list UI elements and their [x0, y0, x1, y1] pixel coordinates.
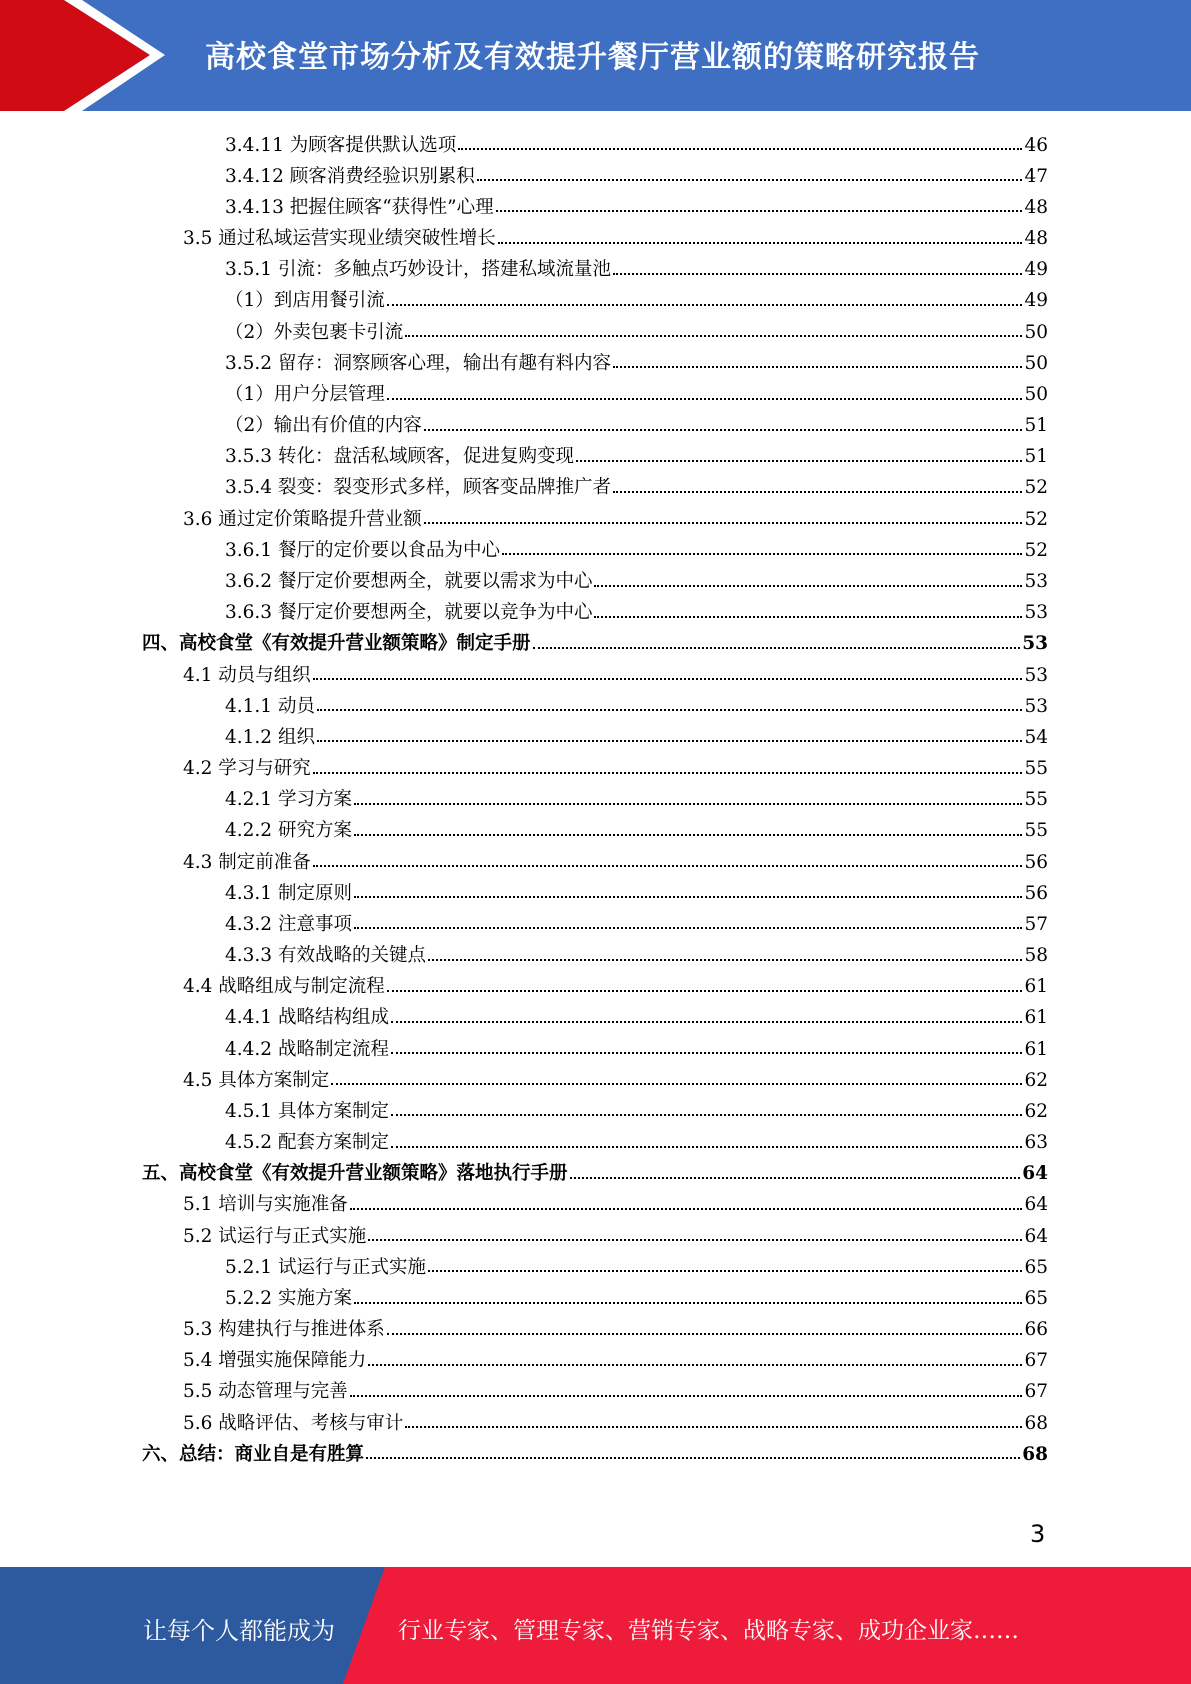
toc-entry[interactable] [0, 689, 1191, 720]
toc-entry-label: 3.5 通过私域运营实现业绩突破性增长 [183, 228, 496, 250]
toc-entry-page: 53 [1024, 570, 1048, 592]
toc-entry[interactable] [0, 1219, 1191, 1250]
toc-entry-label: 5.2.1 试运行与正式实施 [225, 1256, 426, 1278]
toc-entry-label: 3.4.12 顾客消费经验识别累积 [225, 165, 475, 187]
toc-entry-label: 4.1.2 组织 [225, 726, 315, 748]
toc-entry[interactable] [0, 564, 1191, 595]
toc-dot-leader [576, 442, 1022, 462]
toc-entry[interactable] [0, 440, 1191, 471]
toc-entry-label: 五、高校食堂《有效提升营业额策略》落地执行手册 [142, 1163, 568, 1185]
toc-entry-label: 4.4.2 战略制定流程 [225, 1038, 389, 1060]
toc-dot-leader [387, 972, 1023, 992]
toc-dot-leader [594, 567, 1022, 587]
toc-entry-label: 3.5.4 裂变：裂变形式多样，顾客变品牌推广者 [225, 477, 611, 499]
toc-entry-label: 4.4 战略组成与制定流程 [183, 976, 385, 998]
toc-entry[interactable] [0, 1157, 1191, 1188]
toc-entry-page: 52 [1024, 477, 1048, 499]
toc-entry-label: 4.3 制定前准备 [183, 851, 311, 873]
toc-entry-label: 5.4 增强实施保障能力 [183, 1350, 367, 1372]
toc-dot-leader [594, 598, 1022, 618]
toc-dot-leader [428, 1253, 1022, 1273]
toc-entry[interactable] [0, 627, 1191, 658]
toc-dot-leader [424, 505, 1023, 525]
toc-dot-leader [354, 1284, 1023, 1304]
toc-entry-page: 53 [1024, 664, 1048, 686]
report-title: 高校食堂市场分析及有效提升餐厅营业额的策略研究报告 [205, 40, 980, 75]
toc-dot-leader [458, 131, 1022, 151]
toc-dot-leader [391, 1097, 1022, 1117]
toc-entry-page: 62 [1024, 1069, 1048, 1091]
toc-entry[interactable] [0, 1032, 1191, 1063]
toc-entry-page: 52 [1024, 539, 1048, 561]
toc-dot-leader [391, 1035, 1022, 1055]
toc-entry-page: 58 [1024, 945, 1048, 967]
page-number: 3 [1030, 1520, 1046, 1548]
toc-entry-page: 55 [1024, 758, 1048, 780]
toc-dot-leader [368, 1222, 1022, 1242]
toc-dot-leader [313, 848, 1023, 868]
toc-entry[interactable] [0, 471, 1191, 502]
toc-entry-label: 4.5.1 具体方案制定 [225, 1100, 389, 1122]
toc-entry[interactable] [0, 814, 1191, 845]
toc-entry-label: 3.6.3 餐厅定价要想两全，就要以竞争为中心 [225, 602, 593, 624]
toc-dot-leader [317, 723, 1023, 743]
toc-entry-label: 5.6 战略评估、考核与审计 [183, 1412, 404, 1434]
table-of-contents [0, 128, 1191, 1468]
toc-entry-page: 64 [1024, 1194, 1048, 1216]
toc-dot-leader [387, 380, 1023, 400]
toc-entry-label: 3.6.1 餐厅的定价要以食品为中心 [225, 539, 500, 561]
toc-entry-page: 57 [1024, 913, 1048, 935]
toc-dot-leader [498, 224, 1023, 244]
page-footer [0, 1567, 1191, 1684]
toc-entry[interactable] [0, 222, 1191, 253]
toc-entry[interactable] [0, 970, 1191, 1001]
toc-entry-label: 4.2 学习与研究 [183, 758, 311, 780]
toc-entry-label: 4.2.2 研究方案 [225, 820, 352, 842]
toc-entry-label: 3.4.11 为顾客提供默认选项 [225, 134, 457, 156]
toc-dot-leader [354, 785, 1023, 805]
toc-entry[interactable] [0, 502, 1191, 533]
toc-dot-leader [570, 1159, 1021, 1179]
toc-entry-page: 55 [1024, 820, 1048, 842]
toc-dot-leader [313, 754, 1023, 774]
toc-entry-label: 3.6 通过定价策略提升营业额 [183, 508, 422, 530]
toc-entry[interactable] [0, 751, 1191, 782]
toc-entry-label: （2）输出有价值的内容 [225, 415, 422, 437]
toc-entry-page: 49 [1024, 290, 1048, 312]
header-red-chevron [0, 0, 150, 111]
toc-entry-page: 48 [1024, 196, 1048, 218]
toc-entry-label: 4.3.3 有效战略的关键点 [225, 945, 426, 967]
toc-entry-page: 53 [1022, 633, 1048, 655]
toc-entry-page: 67 [1024, 1350, 1048, 1372]
toc-entry[interactable] [0, 1406, 1191, 1437]
toc-entry-page: 54 [1024, 726, 1048, 748]
toc-entry[interactable] [0, 159, 1191, 190]
toc-dot-leader [613, 349, 1022, 369]
toc-entry[interactable] [0, 253, 1191, 284]
toc-entry-page: 63 [1024, 1132, 1048, 1154]
toc-entry-label: 3.5.2 留存：洞察顾客心理，输出有趣有料内容 [225, 352, 611, 374]
toc-entry[interactable] [0, 128, 1191, 159]
toc-entry[interactable] [0, 346, 1191, 377]
toc-dot-leader [331, 1066, 1022, 1086]
toc-entry-label: 3.6.2 餐厅定价要想两全，就要以需求为中心 [225, 570, 593, 592]
toc-entry-label: 4.1 动员与组织 [183, 664, 311, 686]
toc-entry[interactable] [0, 1063, 1191, 1094]
footer-slogan-left: 让每个人都能成为 [143, 1617, 335, 1645]
toc-entry[interactable] [0, 1001, 1191, 1032]
toc-dot-leader [391, 1128, 1022, 1148]
toc-entry-page: 61 [1024, 1038, 1048, 1060]
toc-dot-leader [502, 536, 1022, 556]
toc-entry-page: 53 [1024, 602, 1048, 624]
toc-entry-page: 50 [1024, 352, 1048, 374]
toc-dot-leader [387, 286, 1023, 306]
page-header [0, 0, 1191, 111]
toc-dot-leader [428, 941, 1022, 961]
toc-entry[interactable] [0, 720, 1191, 751]
toc-entry[interactable] [0, 1126, 1191, 1157]
toc-dot-leader [366, 1440, 1020, 1460]
toc-entry-page: 48 [1024, 228, 1048, 250]
toc-entry-page: 68 [1024, 1412, 1048, 1434]
toc-entry-page: 65 [1024, 1287, 1048, 1309]
toc-entry-page: 56 [1024, 882, 1048, 904]
toc-entry-label: 4.5 具体方案制定 [183, 1069, 330, 1091]
footer-slogan-right: 行业专家、管理专家、营销专家、战略专家、成功企业家…… [398, 1618, 1019, 1644]
toc-entry-label: 3.4.13 把握住顾客“获得性”心理 [225, 196, 494, 218]
toc-entry-page: 61 [1024, 1007, 1048, 1029]
toc-entry-page: 51 [1024, 415, 1048, 437]
toc-entry[interactable] [0, 377, 1191, 408]
toc-entry-label: 5.2 试运行与正式实施 [183, 1225, 367, 1247]
toc-entry-page: 66 [1024, 1319, 1048, 1341]
toc-entry-page: 52 [1024, 508, 1048, 530]
toc-entry-page: 50 [1024, 321, 1048, 343]
toc-entry-label: 4.1.1 动员 [225, 695, 315, 717]
toc-entry-page: 53 [1024, 695, 1048, 717]
toc-entry-page: 47 [1024, 165, 1048, 187]
toc-entry-label: 5.2.2 实施方案 [225, 1287, 352, 1309]
toc-dot-leader [350, 1377, 1023, 1397]
toc-entry[interactable] [0, 938, 1191, 969]
toc-entry[interactable] [0, 907, 1191, 938]
toc-entry-page: 49 [1024, 259, 1048, 281]
toc-entry[interactable] [0, 1188, 1191, 1219]
toc-entry-page: 62 [1024, 1100, 1048, 1122]
toc-dot-leader [354, 879, 1023, 899]
toc-dot-leader [354, 910, 1023, 930]
toc-entry-page: 64 [1022, 1163, 1048, 1185]
toc-entry-page: 61 [1024, 976, 1048, 998]
toc-entry-label: 六、总结：商业自是有胜算 [142, 1443, 365, 1465]
toc-dot-leader [391, 1003, 1022, 1023]
toc-entry-label: （1）用户分层管理 [225, 383, 385, 405]
toc-dot-leader [613, 255, 1022, 275]
toc-entry-label: （1）到店用餐引流 [225, 290, 385, 312]
toc-entry[interactable] [0, 783, 1191, 814]
toc-dot-leader [387, 1315, 1023, 1335]
toc-entry-label: 4.3.1 制定原则 [225, 882, 352, 904]
toc-entry-page: 64 [1024, 1225, 1048, 1247]
toc-entry[interactable] [0, 1250, 1191, 1281]
toc-dot-leader [533, 629, 1021, 649]
toc-entry-label: 四、高校食堂《有效提升营业额策略》制定手册 [142, 633, 531, 655]
toc-dot-leader [613, 473, 1022, 493]
toc-entry[interactable] [0, 1344, 1191, 1375]
toc-entry-label: 3.5.1 引流：多触点巧妙设计，搭建私域流量池 [225, 259, 611, 281]
toc-dot-leader [405, 1409, 1022, 1429]
toc-entry[interactable] [0, 315, 1191, 346]
toc-entry-label: 4.5.2 配套方案制定 [225, 1132, 389, 1154]
toc-entry-page: 46 [1024, 134, 1048, 156]
toc-dot-leader [405, 318, 1022, 338]
toc-dot-leader [424, 411, 1023, 431]
toc-dot-leader [350, 1190, 1023, 1210]
toc-entry[interactable] [0, 409, 1191, 440]
toc-entry[interactable] [0, 596, 1191, 627]
toc-entry-page: 51 [1024, 446, 1048, 468]
toc-entry[interactable] [0, 533, 1191, 564]
toc-dot-leader [496, 193, 1023, 213]
toc-entry[interactable] [0, 1281, 1191, 1312]
toc-entry[interactable] [0, 1313, 1191, 1344]
toc-entry[interactable] [0, 1094, 1191, 1125]
toc-dot-leader [317, 692, 1023, 712]
toc-entry-label: 4.2.1 学习方案 [225, 789, 352, 811]
toc-entry-label: 5.3 构建执行与推进体系 [183, 1319, 385, 1341]
toc-entry-label: 5.1 培训与实施准备 [183, 1194, 348, 1216]
toc-entry-label: 3.5.3 转化：盘活私域顾客，促进复购变现 [225, 446, 574, 468]
toc-dot-leader [354, 816, 1023, 836]
toc-dot-leader [313, 661, 1023, 681]
toc-entry[interactable] [0, 1375, 1191, 1406]
toc-entry-page: 68 [1022, 1443, 1048, 1465]
toc-entry[interactable] [0, 190, 1191, 221]
toc-entry[interactable] [0, 876, 1191, 907]
toc-dot-leader [477, 162, 1023, 182]
toc-entry[interactable] [0, 845, 1191, 876]
toc-entry[interactable] [0, 658, 1191, 689]
toc-entry-label: 5.5 动态管理与完善 [183, 1381, 348, 1403]
toc-dot-leader [368, 1346, 1022, 1366]
toc-entry-label: 4.3.2 注意事项 [225, 913, 352, 935]
toc-entry-page: 65 [1024, 1256, 1048, 1278]
toc-entry[interactable] [0, 284, 1191, 315]
toc-entry-page: 55 [1024, 789, 1048, 811]
toc-entry[interactable] [0, 1437, 1191, 1468]
toc-entry-page: 50 [1024, 383, 1048, 405]
toc-entry-page: 56 [1024, 851, 1048, 873]
toc-entry-page: 67 [1024, 1381, 1048, 1403]
toc-entry-label: 4.4.1 战略结构组成 [225, 1007, 389, 1029]
toc-entry-label: （2）外卖包裹卡引流 [225, 321, 404, 343]
